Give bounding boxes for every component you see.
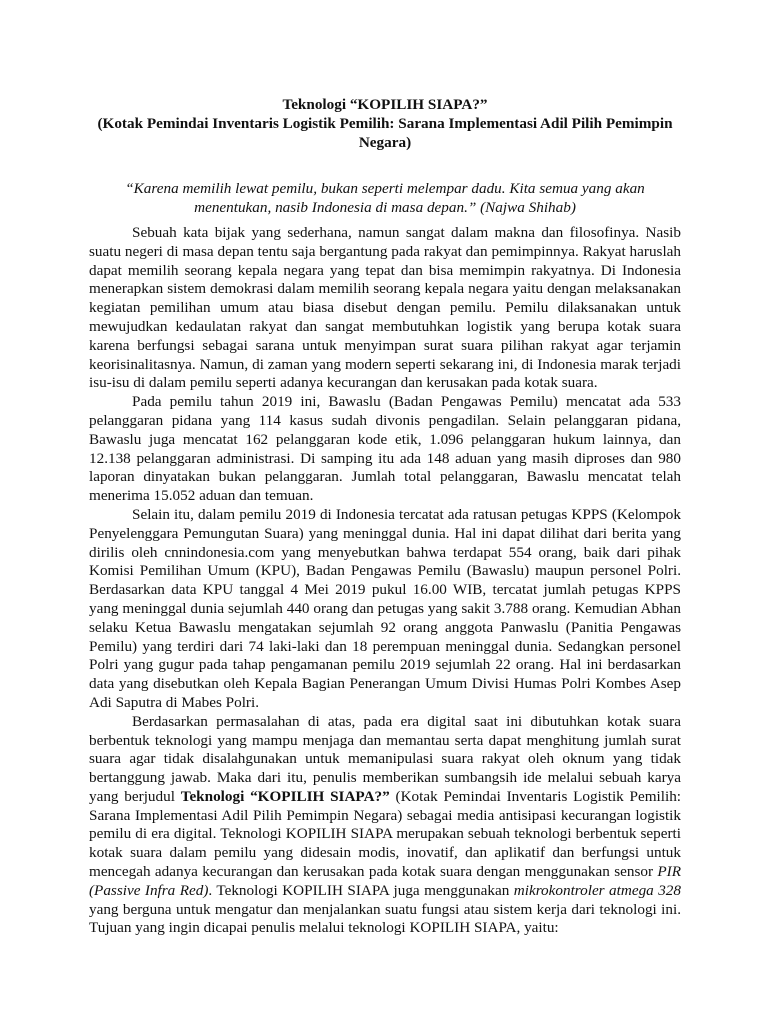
paragraph-1: Sebuah kata bijak yang sederhana, namun sangat dalam makna dan filosofinya. Nasib suatu negeri di masa depan tentu saja bergantung pada rakyat dan pemimpinnya. Rakyat haruslah dapat memilih seorang kepala negara yang tepat dan bisa memimpin rakyatnya. Di Indonesia menerapkan sistem demokrasi dalam memilih seorang kepala negara yaitu dengan melaksanakan kegiatan pemilihan umum atau biasa disebut dengan pemilu. Pemilu dilaksanakan untuk mewujudkan kedaulatan rakyat dan sangat membutuhkan logistik yang berupa kotak suara karena berfungsi sebagai sarana untuk menyimpan surat suara pilihan rakyat agar terjamin keorisinalitasnya. Namun, di zaman yang modern seperti sekarang ini, di Indonesia marak terjadi isu-isu di dalam pemilu seperti adanya kecurangan dan kerusakan pada kotak suara. (89, 223, 681, 392)
paragraph-4-text-1: Berdasarkan permasalahan di atas, pada era digital saat ini dibutuhkan kotak suara berbentuk teknologi yang mampu menjaga dan memantau serta dapat menghitung jumlah surat suara agar tidak disalahgunakan untuk memanipulasi suara rakyat oleh oknum yang tidak bertanggung jawab. Maka dari itu, penulis memberikan sumbangsih ide melalui sebuah karya yang berjudul (89, 712, 681, 805)
paragraph-4 (89, 713, 681, 939)
paragraph-4-text-4: yang berguna untuk mengatur dan menjalankan suatu fungsi atau sistem kerja dari teknologi ini. Tujuan yang ingin dicapai penulis melalui teknologi KOPILIH SIAPA, yaitu: (89, 900, 681, 937)
document-title (89, 96, 681, 152)
paragraph-4-text-3: . Teknologi KOPILIH SIAPA juga menggunakan (208, 881, 514, 899)
title-line-2: (Kotak Pemindai Inventaris Logistik Pemilih: Sarana Implementasi Adil Pilih Pemimpin Negara) (97, 114, 673, 151)
paragraph-3: Selain itu, dalam pemilu 2019 di Indonesia tercatat ada ratusan petugas KPPS (Kelompok Penyelenggara Pemungutan Suara) yang meninggal dunia. Hal ini dapat dilihat dari berita yang dirilis oleh cnnindonesia.com yang menyebutkan bahwa terdapat 554 orang, baik dari pihak Komisi Pemilihan Umum (KPU), Badan Pengawas Pemilu (Bawaslu) maupun personel Polri. Berdasarkan data KPU tanggal 4 Mei 2019 pukul 16.00 WIB, tercatat jumlah petugas KPPS yang meninggal dunia sejumlah 440 orang dan petugas yang sakit 3.788 orang. Kemudian Abhan selaku Ketua Bawaslu mengatakan sejumlah 92 orang anggota Panwaslu (Panitia Pengawas Pemilu) yang terdiri dari 74 laki-laki dan 18 perempuan meninggal dunia. Sedangkan personel Polri yang gugur pada tahap pengamanan pemilu 2019 sejumlah 22 orang. Hal ini berdasarkan data yang disebutkan oleh Kepala Bagian Penerangan Umum Divisi Humas Polri Kombes Asep Adi Saputra di Mabes Polri. (89, 505, 681, 711)
paragraph-4-bold-title: Teknologi “KOPILIH SIAPA?” (180, 787, 390, 805)
paragraph-4-italic-pir: PIR (Passive Infra Red) (89, 863, 681, 899)
paragraph-4-text-2: (Kotak Pemindai Inventaris Logistik Pemilih: Sarana Implementasi Adil Pilih Pemimpin Negara) sebagai media antisipasi kecurangan logistik pemilu di era digital. Teknologi KOPILIH SIAPA merupakan sebuah teknologi berbentuk seperti kotak suara dalam pemilu yang didesain modis, inovatif, dan aplikatif dan berfungsi untuk mencegah adanya kecurangan dan kerusakan pada kotak suara dengan menggunakan sensor (89, 787, 682, 881)
paragraph-4-italic-mcu: mikrokontroler atmega 328 (513, 881, 681, 899)
document-page (89, 96, 681, 938)
paragraph-2: Pada pemilu tahun 2019 ini, Bawaslu (Badan Pengawas Pemilu) mencatat ada 533 pelanggaran pidana yang 114 kasus sudah divonis pengadilan. Selain pelanggaran pidana, Bawaslu juga mencatat 162 pelanggaran kode etik, 1.096 pelanggaran hukum lainnya, dan 12.138 pelanggaran administrasi. Di samping itu ada 148 aduan yang masih diproses dan 980 laporan dinyatakan bukan pelanggaran. Jumlah total pelanggaran, Bawaslu mencatat telah menerima 15.052 aduan dan temuan. (89, 393, 681, 505)
opening-quote: “Karena memilih lewat pemilu, bukan seperti melempar dadu. Kita semua yang akan menentukan, nasib Indonesia di masa depan.” (Najwa Shihab) (125, 180, 645, 217)
title-line-1: Teknologi “KOPILIH SIAPA?” (282, 96, 488, 113)
